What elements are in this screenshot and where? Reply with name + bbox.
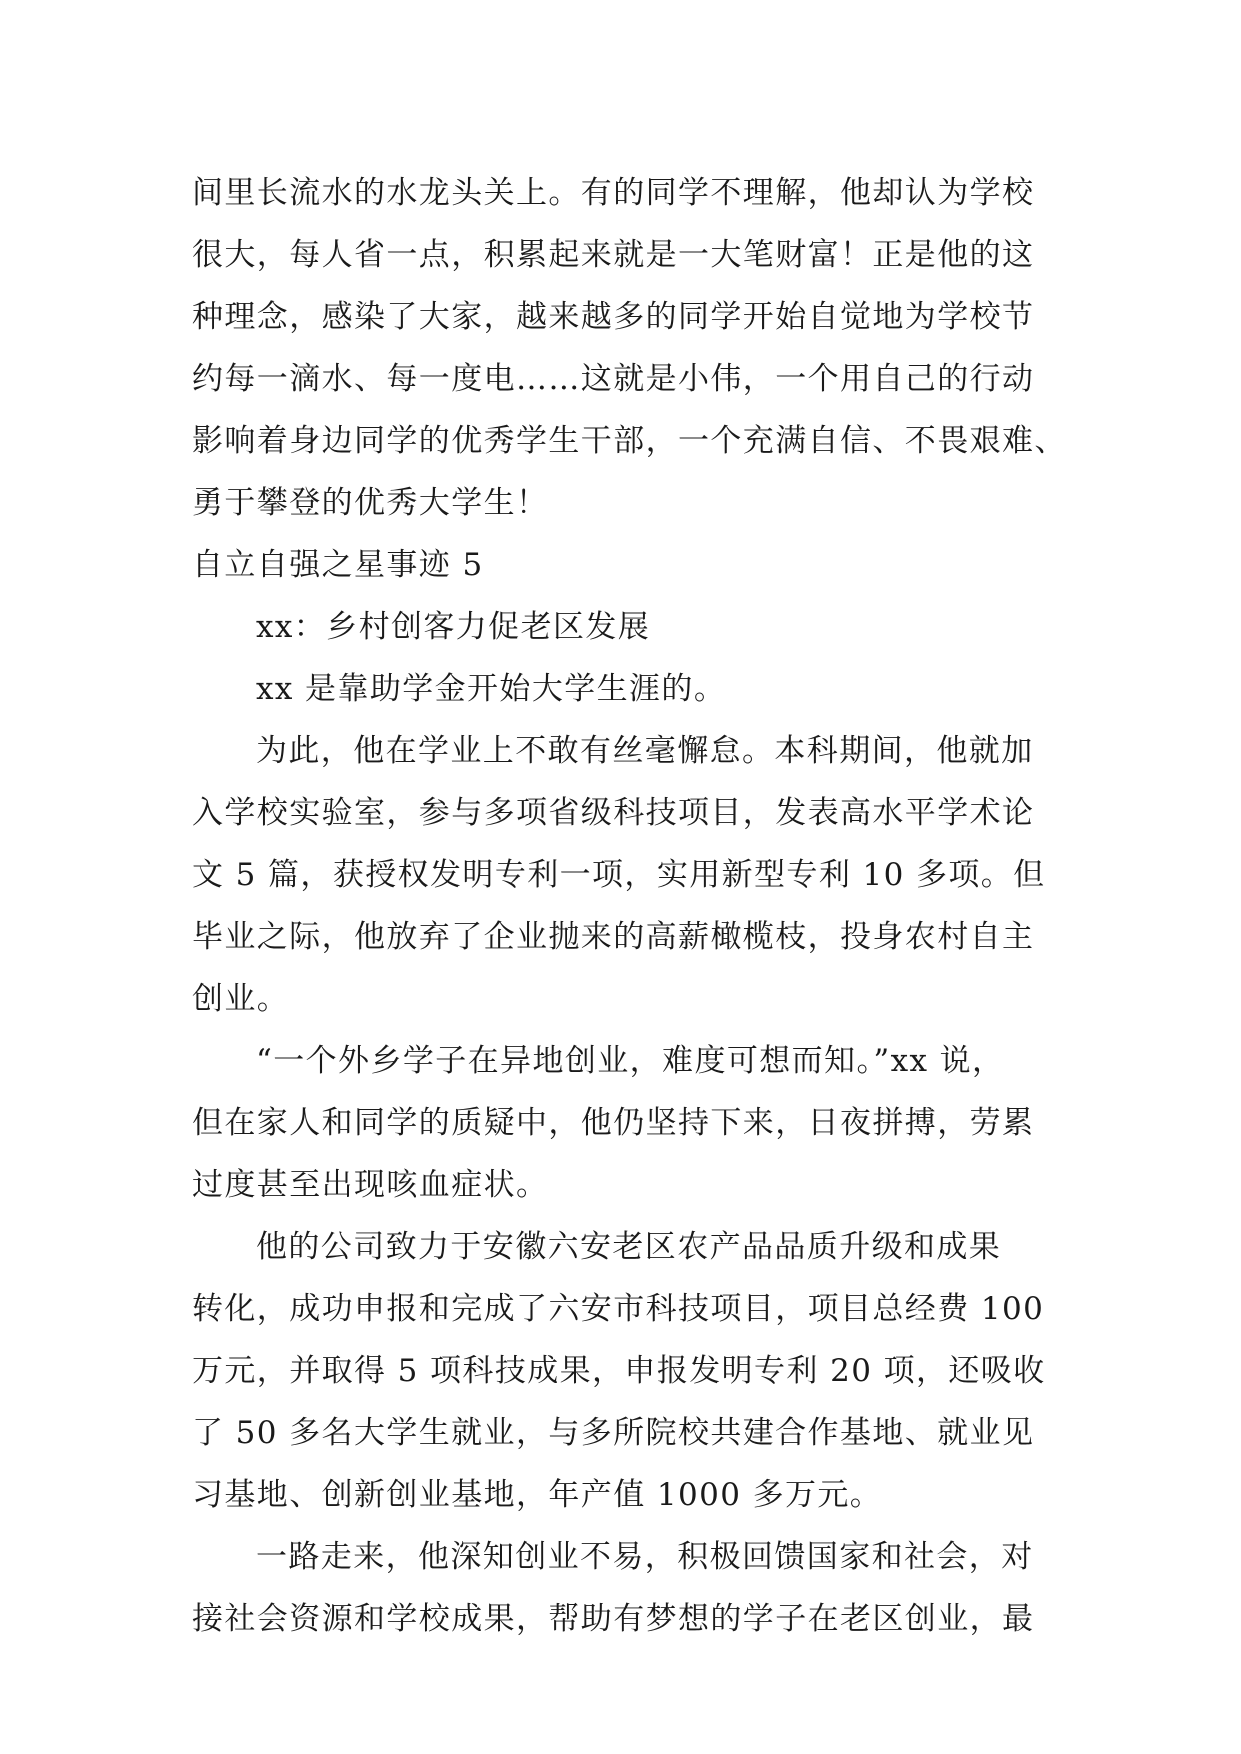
text-line: “一个外乡学子在异地创业，难度可想而知。”xx 说， [256,1043,1005,1079]
text-line: 为此，他在学业上不敢有丝毫懈怠。本科期间，他就加 [256,733,1034,769]
paragraph-1 [192,658,1054,720]
text-line: 约每一滴水、每一度电……这就是小伟，一个用自己的行动 [192,361,1035,397]
text-line: 种理念，感染了大家，越来越多的同学开始自觉地为学校节 [192,299,1035,335]
text-line: 文 5 篇，获授权发明专利一项，实用新型专利 10 多项。但 [192,857,1046,893]
text-line: 间里长流水的水龙头关上。有的同学不理解，他却认为学校 [192,175,1035,211]
paragraph-2 [192,720,1054,1030]
paragraph-4 [192,1216,1054,1526]
text-line: 勇于攀登的优秀大学生！ [192,485,549,521]
text-line: 接社会资源和学校成果，帮助有梦想的学子在老区创业，最 [192,1601,1035,1637]
text-line: 他的公司致力于安徽六安老区农产品品质升级和成果 [256,1229,1002,1265]
text-line: xx：乡村创客力促老区发展 [256,609,651,645]
text-line: 转化，成功申报和完成了六安市科技项目，项目总经费 100 [192,1291,1045,1327]
text-line: 毕业之际，他放弃了企业抛来的高薪橄榄枝，投身农村自主 [192,919,1035,955]
section-heading: 自立自强之星事迹 5 [192,547,484,583]
section-subtitle [192,596,1054,658]
text-line: 了 50 多名大学生就业，与多所院校共建合作基地、就业见 [192,1415,1035,1451]
text-line: 习基地、创新创业基地，年产值 1000 多万元。 [192,1477,883,1513]
text-line: 一路走来，他深知创业不易，积极回馈国家和社会，对 [256,1539,1034,1575]
paragraph-continuation [192,162,1067,534]
paragraph-5 [192,1526,1054,1650]
text-line: 万元，并取得 5 项科技成果，申报发明专利 20 项，还吸收 [192,1353,1046,1389]
text-line: 影响着身边同学的优秀学生干部，一个充满自信、不畏艰难、 [192,423,1067,459]
text-line: 但在家人和同学的质疑中，他仍坚持下来，日夜拼搏，劳累 [192,1105,1035,1141]
text-line: 过度甚至出现咳血症状。 [192,1167,549,1203]
paragraph-3 [192,1030,1054,1216]
text-line: 创业。 [192,981,290,1017]
text-line: 很大，每人省一点，积累起来就是一大笔财富！正是他的这 [192,237,1035,273]
text-line: xx 是靠助学金开始大学生涯的。 [256,671,727,707]
document-body [192,162,1067,1650]
text-line: 入学校实验室，参与多项省级科技项目，发表高水平学术论 [192,795,1035,831]
